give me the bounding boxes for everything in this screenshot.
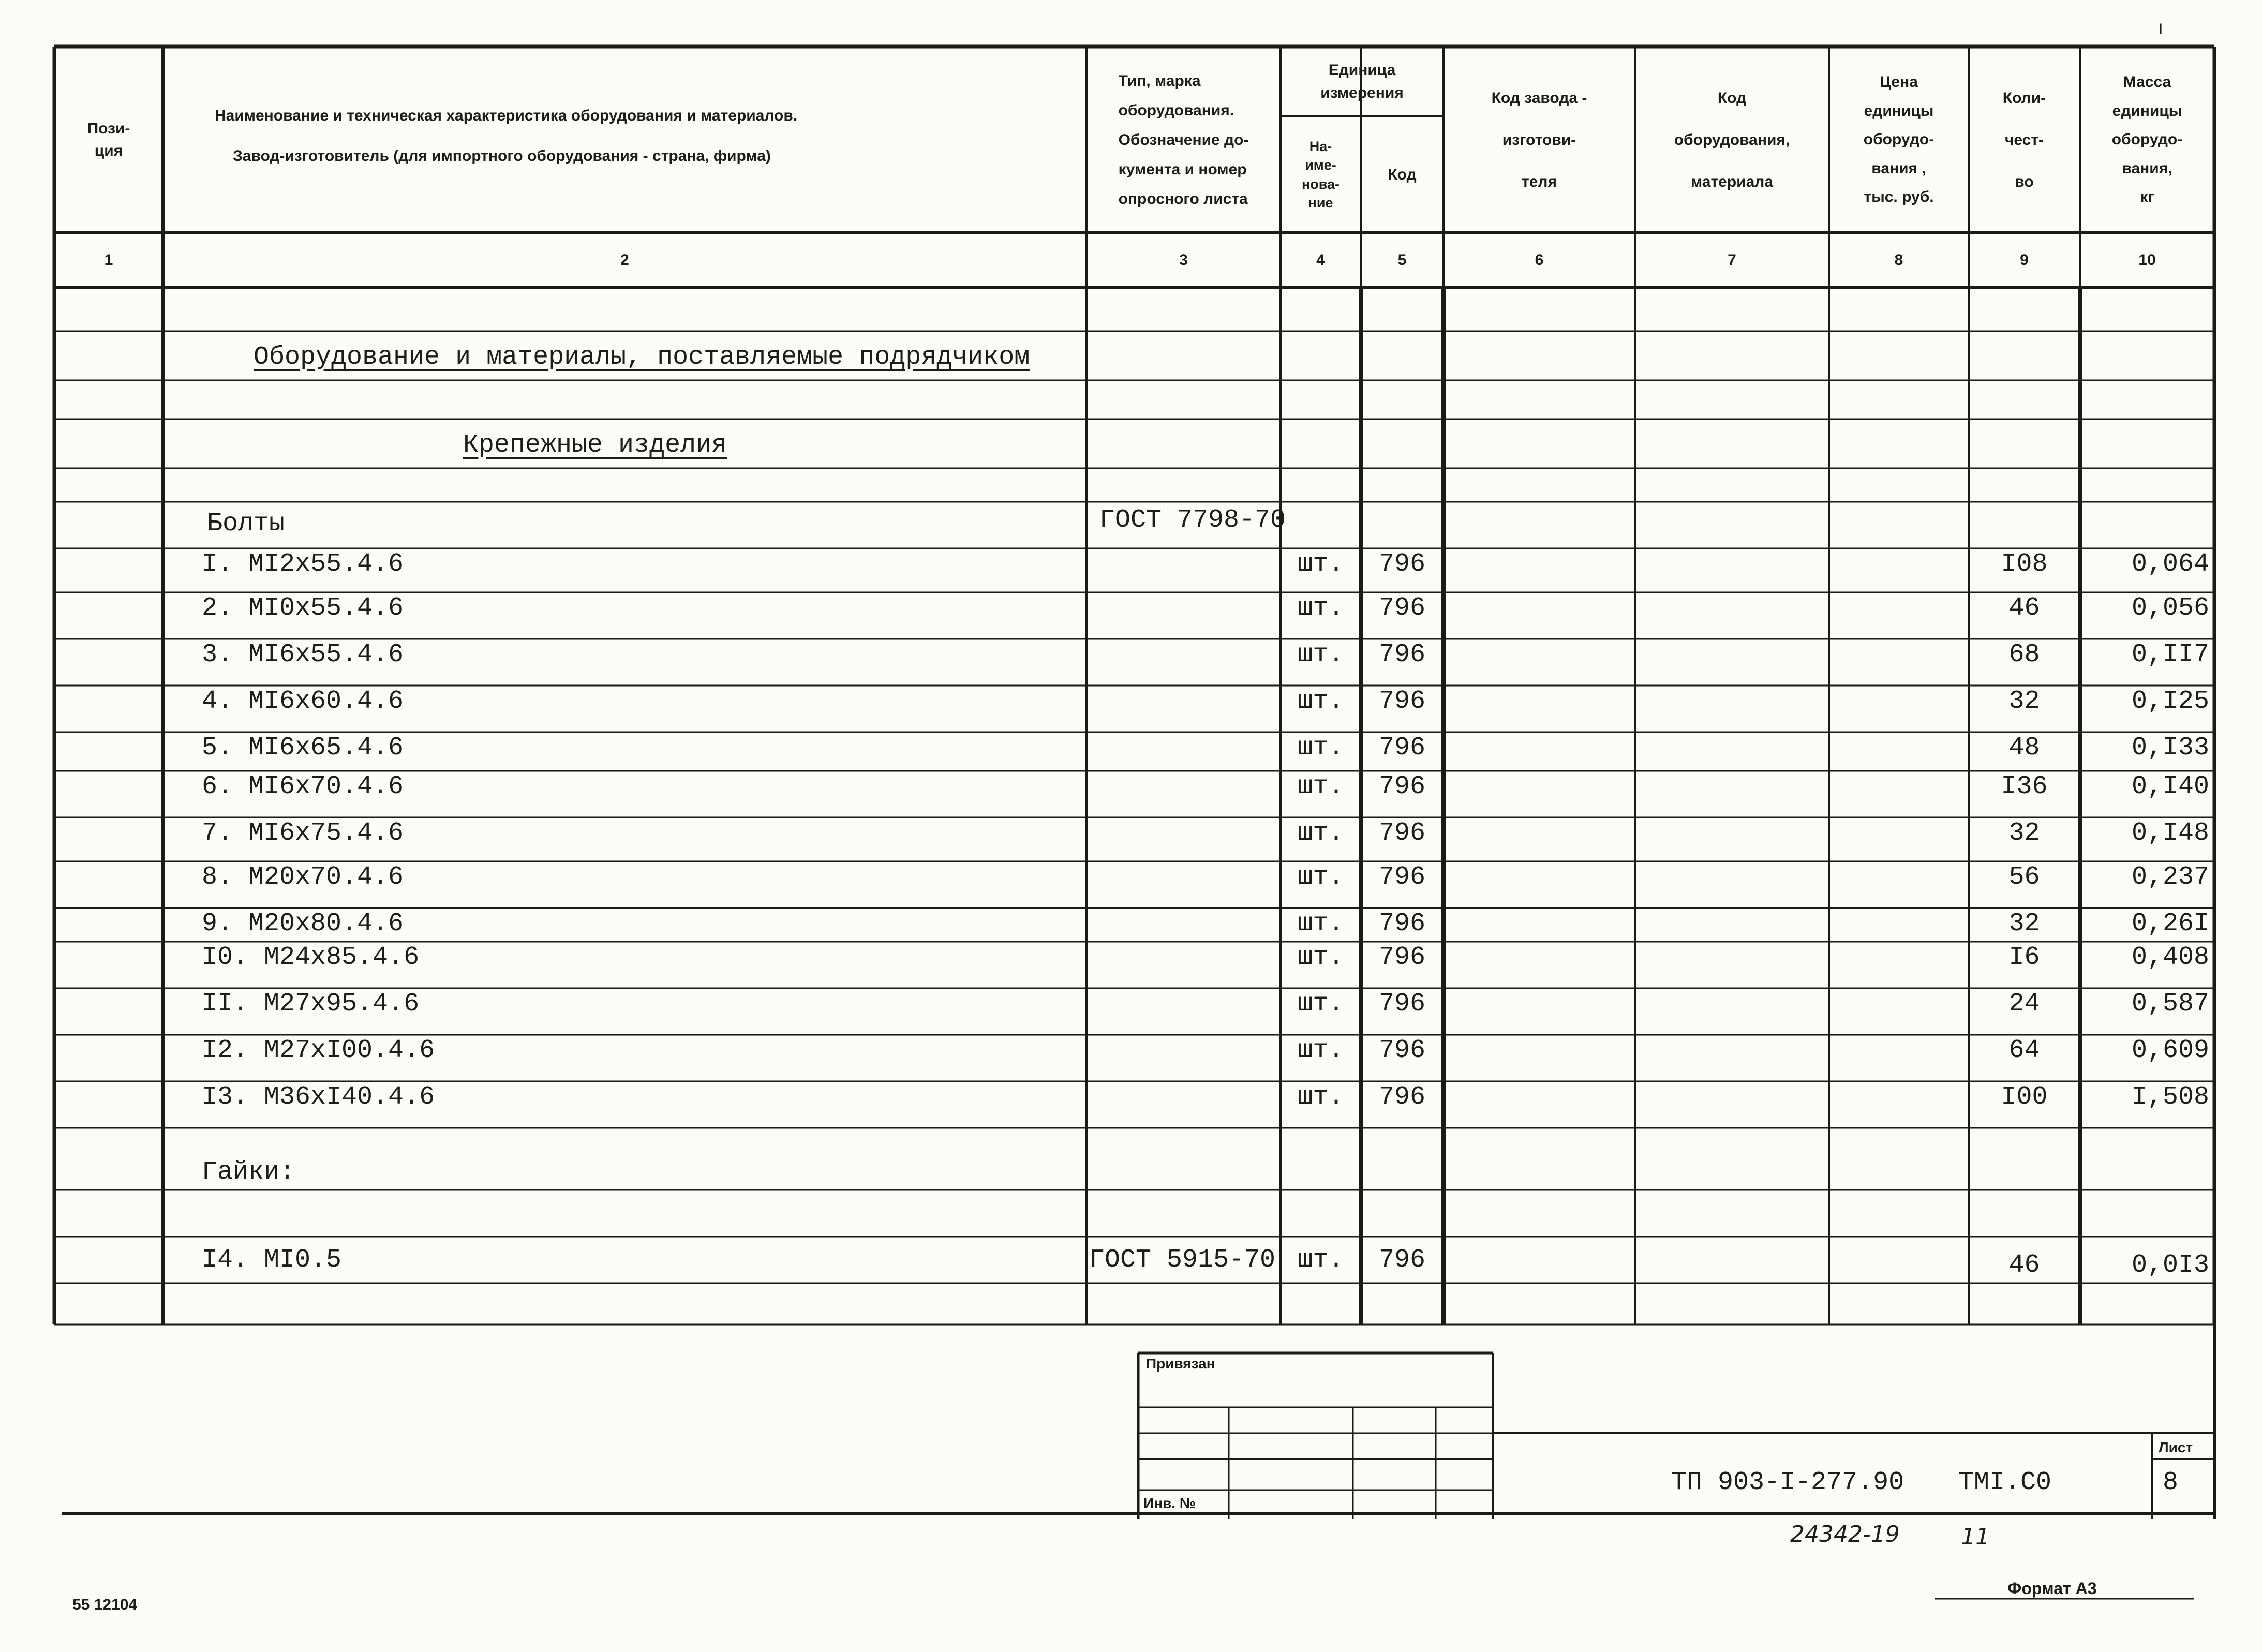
- item-unit: шт.: [1297, 818, 1344, 848]
- column-number-8: 8: [1894, 251, 1903, 269]
- item-unit: шт.: [1297, 771, 1344, 801]
- header-name-line2: Завод-изготовитель (для импортного оборудования - страна, фирма): [233, 147, 771, 165]
- item-quantity: 32: [2008, 818, 2040, 848]
- item-mass: 0,064: [2131, 549, 2209, 579]
- header-mass: Масса единицы оборудо- вания, кг: [2111, 73, 2183, 206]
- item-unit: шт.: [1297, 909, 1344, 939]
- item-name: I2. M27xI00.4.6: [202, 1035, 435, 1065]
- item-unit: шт.: [1297, 942, 1344, 972]
- item-unit-code: 796: [1378, 862, 1425, 892]
- item-standard: ГОСТ 5915-70: [1089, 1245, 1276, 1275]
- sheet-label: Лист: [2159, 1439, 2193, 1455]
- header-position: Пози- ция: [87, 120, 130, 159]
- item-quantity: 68: [2008, 639, 2040, 669]
- item-unit: шт.: [1297, 862, 1344, 892]
- item-name: 7. MI6x75.4.6: [202, 818, 404, 848]
- column-number-9: 9: [2020, 251, 2029, 269]
- item-quantity: 56: [2008, 862, 2040, 892]
- item-unit-code: 796: [1378, 549, 1425, 579]
- item-unit-code: 796: [1378, 818, 1425, 848]
- item-name: 2. MI0x55.4.6: [202, 593, 404, 623]
- item-unit-code: 796: [1378, 593, 1425, 623]
- item-name: 6. MI6x70.4.6: [202, 771, 404, 801]
- item-unit: шт.: [1297, 686, 1344, 716]
- handwritten-mark: 11: [1961, 1523, 1990, 1550]
- item-quantity: 24: [2008, 989, 2040, 1019]
- item-quantity: 46: [2008, 593, 2040, 623]
- item-name: 3. MI6x55.4.6: [202, 639, 404, 669]
- item-quantity: 48: [2008, 733, 2040, 763]
- item-unit-code: 796: [1378, 639, 1425, 669]
- item-unit-code: 796: [1378, 686, 1425, 716]
- item-unit-code: 796: [1378, 909, 1425, 939]
- item-mass: 0,587: [2131, 989, 2209, 1019]
- item-name: 5. MI6x65.4.6: [202, 733, 404, 763]
- header-quantity: Коли- чест- во: [2002, 89, 2046, 190]
- item-mass: 0,II7: [2131, 639, 2209, 669]
- item-name: 4. MI6x60.4.6: [202, 686, 404, 716]
- item-unit-code: 796: [1378, 1245, 1425, 1275]
- item-unit-code: 796: [1378, 1082, 1425, 1112]
- item-unit: шт.: [1297, 1082, 1344, 1112]
- header-unit: Единица измерения: [1320, 62, 1404, 101]
- column-number-10: 10: [2138, 251, 2156, 269]
- bolts-heading: Болты: [207, 509, 285, 539]
- item-unit: шт.: [1297, 639, 1344, 669]
- item-name: 9. M20x80.4.6: [202, 909, 404, 939]
- item-unit-code: 796: [1378, 942, 1425, 972]
- item-unit: шт.: [1297, 733, 1344, 763]
- item-quantity: I36: [2001, 771, 2048, 801]
- header-unit-code: Код: [1388, 166, 1417, 183]
- handwritten-number: 24342-19: [1790, 1521, 1900, 1547]
- item-mass: 0,26I: [2131, 909, 2209, 939]
- item-mass: 0,I40: [2131, 771, 2209, 801]
- item-mass: 0,I33: [2131, 733, 2209, 763]
- item-unit-code: 796: [1378, 1035, 1425, 1065]
- header-equipment-code: Код оборудования, материала: [1674, 89, 1790, 190]
- item-quantity: 64: [2008, 1035, 2040, 1065]
- footer-code: 55 12104: [72, 1596, 138, 1613]
- header-type: Тип, марка оборудования. Обозначение до- кумента и номер опросного листа: [1118, 72, 1249, 207]
- item-name: I4. MI0.5: [202, 1245, 342, 1275]
- header-factory-code: Код завода - изготови- теля: [1491, 89, 1587, 190]
- column-number-5: 5: [1397, 251, 1407, 269]
- item-name: 8. M20x70.4.6: [202, 862, 404, 892]
- item-unit: шт.: [1297, 549, 1344, 579]
- header-unit-name: На- име- нова- ние: [1301, 138, 1340, 211]
- item-name: I0. M24x85.4.6: [202, 942, 420, 972]
- item-quantity: 46: [2008, 1250, 2040, 1280]
- corner-mark: I: [2159, 21, 2163, 38]
- bolts-standard: ГОСТ 7798-70: [1099, 505, 1286, 535]
- header-price: Цена единицы оборудо- вания , тыс. руб.: [1863, 73, 1934, 206]
- header-name-line1: Наименование и техническая характеристика оборудования и материалов.: [215, 107, 798, 124]
- album-code: TMI.C0: [1958, 1467, 2052, 1497]
- item-mass: 0,237: [2131, 862, 2209, 892]
- item-unit-code: 796: [1378, 771, 1425, 801]
- item-unit: шт.: [1297, 593, 1344, 623]
- column-number-7: 7: [1728, 251, 1736, 269]
- item-name: I3. M36xI40.4.6: [202, 1082, 435, 1112]
- attached-label: Привязан: [1146, 1356, 1215, 1372]
- item-mass: 0,I48: [2131, 818, 2209, 848]
- item-unit: шт.: [1297, 1245, 1344, 1275]
- item-unit-code: 796: [1378, 733, 1425, 763]
- item-mass: 0,I25: [2131, 686, 2209, 716]
- item-name: II. M27x95.4.6: [202, 989, 420, 1019]
- item-quantity: I6: [2008, 942, 2040, 972]
- column-number-1: 1: [104, 251, 113, 269]
- item-unit: шт.: [1297, 989, 1344, 1019]
- sheet-number: 8: [2163, 1467, 2179, 1497]
- header-name: [163, 47, 1087, 233]
- column-number-6: 6: [1535, 251, 1544, 269]
- inventory-label: Инв. №: [1143, 1495, 1196, 1511]
- item-mass: 0,408: [2131, 942, 2209, 972]
- item-mass: 0,609: [2131, 1035, 2209, 1065]
- section-title-fasteners: Крепежные изделия: [463, 430, 727, 460]
- item-unit-code: 796: [1378, 989, 1425, 1019]
- column-number-4: 4: [1316, 251, 1325, 269]
- column-number-2: 2: [620, 251, 629, 269]
- item-mass: 0,056: [2131, 593, 2209, 623]
- item-mass: 0,0I3: [2131, 1250, 2209, 1280]
- section-title-main: Оборудование и материалы, поставляемые подрядчиком: [254, 342, 1030, 372]
- item-mass: I,508: [2131, 1082, 2209, 1112]
- column-number-3: 3: [1179, 251, 1188, 269]
- item-quantity: 32: [2008, 909, 2040, 939]
- item-name: I. MI2x55.4.6: [202, 549, 404, 579]
- nuts-heading: Гайки:: [202, 1157, 295, 1187]
- item-quantity: I00: [2001, 1082, 2048, 1112]
- document-code: ТП 903-I-277.90: [1671, 1467, 1904, 1497]
- item-unit: шт.: [1297, 1035, 1344, 1065]
- format-label: Формат А3: [2007, 1579, 2097, 1598]
- item-quantity: 32: [2008, 686, 2040, 716]
- item-quantity: I08: [2001, 549, 2048, 579]
